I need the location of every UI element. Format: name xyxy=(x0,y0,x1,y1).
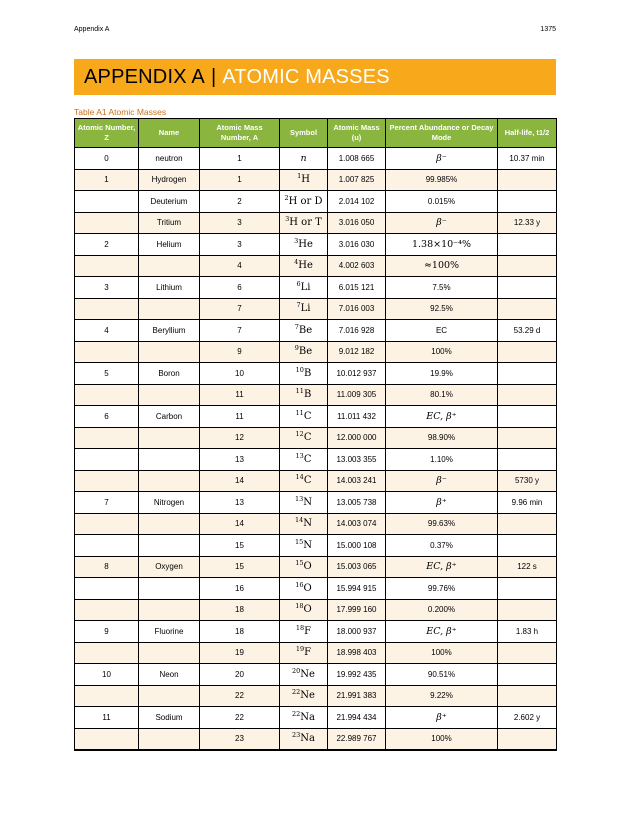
col-name-cell xyxy=(139,535,200,557)
col-atomic-mass-cell: 17.999 160 xyxy=(328,599,386,621)
col-atomic-number-cell: 7 xyxy=(75,492,139,514)
col-symbol-header: Symbol xyxy=(280,119,328,148)
table-row xyxy=(75,685,557,707)
atomic-masses-table xyxy=(74,118,557,751)
col-symbol-cell: $^{14}$N xyxy=(280,513,328,535)
table-caption: Table A1 Atomic Masses xyxy=(74,107,167,117)
col-mass-number-cell: 1 xyxy=(200,148,280,170)
col-mass-number-cell: 16 xyxy=(200,578,280,600)
col-mass-number-cell: 12 xyxy=(200,427,280,449)
col-atomic-mass-cell: 19.992 435 xyxy=(328,664,386,686)
table-row xyxy=(75,363,557,385)
col-atomic-mass-cell: 3.016 030 xyxy=(328,234,386,256)
col-half-life-cell: 122 s xyxy=(498,556,557,578)
col-abundance-cell: 100% xyxy=(386,728,498,750)
col-symbol-cell: $^4$He xyxy=(280,255,328,277)
table-row xyxy=(75,148,557,170)
col-atomic-mass-cell: 10.012 937 xyxy=(328,363,386,385)
page-header-left: Appendix A xyxy=(74,26,110,33)
banner-separator: | xyxy=(210,65,217,88)
col-atomic-mass-cell: 13.005 738 xyxy=(328,492,386,514)
col-abundance-cell: EC, β⁺ xyxy=(386,406,498,428)
col-atomic-number-cell: 2 xyxy=(75,234,139,256)
col-half-life-cell xyxy=(498,169,557,191)
col-atomic-number-cell xyxy=(75,642,139,664)
col-atomic-number-cell: 1 xyxy=(75,169,139,191)
col-atomic-number-cell xyxy=(75,298,139,320)
col-symbol-cell: $^{10}$B xyxy=(280,363,328,385)
table-row xyxy=(75,298,557,320)
col-symbol-cell: $^9$Be xyxy=(280,341,328,363)
table-row xyxy=(75,556,557,578)
col-name-cell xyxy=(139,685,200,707)
appendix-banner xyxy=(74,59,556,95)
col-atomic-number-cell xyxy=(75,599,139,621)
col-half-life-cell xyxy=(498,685,557,707)
col-half-life-cell: 12.33 y xyxy=(498,212,557,234)
col-symbol-cell: $^2$H or D xyxy=(280,191,328,213)
col-atomic-mass-cell: 15.003 065 xyxy=(328,556,386,578)
col-symbol-cell: $^{19}$F xyxy=(280,642,328,664)
col-mass-number-cell: 3 xyxy=(200,212,280,234)
col-name-cell: Oxygen xyxy=(139,556,200,578)
col-symbol-cell: $^{20}$Ne xyxy=(280,664,328,686)
col-abundance-cell: β⁺ xyxy=(386,707,498,729)
col-symbol-cell: $^{18}$O xyxy=(280,599,328,621)
col-atomic-mass-cell: 7.016 003 xyxy=(328,298,386,320)
col-mass-number-cell: 14 xyxy=(200,470,280,492)
col-half-life-cell xyxy=(498,642,557,664)
col-abundance-cell: EC, β⁺ xyxy=(386,621,498,643)
col-name-cell xyxy=(139,341,200,363)
table-row xyxy=(75,341,557,363)
col-atomic-mass-cell: 9.012 182 xyxy=(328,341,386,363)
col-mass-number-cell: 23 xyxy=(200,728,280,750)
table-row xyxy=(75,578,557,600)
col-atomic-mass-cell: 13.003 355 xyxy=(328,449,386,471)
col-abundance-cell: 99.63% xyxy=(386,513,498,535)
col-mass-number-cell: 20 xyxy=(200,664,280,686)
col-atomic-mass-cell: 11.009 305 xyxy=(328,384,386,406)
table-row xyxy=(75,427,557,449)
table-row xyxy=(75,320,557,342)
col-mass-number-cell: 11 xyxy=(200,406,280,428)
col-symbol-cell: $^3$He xyxy=(280,234,328,256)
col-name-cell xyxy=(139,642,200,664)
col-abundance-cell: 0.015% xyxy=(386,191,498,213)
col-atomic-mass-cell: 12.000 000 xyxy=(328,427,386,449)
col-atomic-mass-cell: 22.989 767 xyxy=(328,728,386,750)
col-symbol-cell: $^{15}$O xyxy=(280,556,328,578)
col-half-life-cell xyxy=(498,384,557,406)
col-abundance-header: Percent Abundance or Decay Mode xyxy=(386,119,498,148)
col-symbol-cell: n xyxy=(280,148,328,170)
col-name-cell xyxy=(139,513,200,535)
col-name-cell: Lithium xyxy=(139,277,200,299)
col-atomic-number-cell xyxy=(75,191,139,213)
banner-title: ATOMIC MASSES xyxy=(222,65,390,88)
col-symbol-cell: $^{11}$C xyxy=(280,406,328,428)
col-name-cell xyxy=(139,449,200,471)
col-symbol-cell: $^{22}$Ne xyxy=(280,685,328,707)
col-mass-number-cell: 13 xyxy=(200,492,280,514)
col-abundance-cell: 1.38×10⁻⁴% xyxy=(386,234,498,256)
col-symbol-cell: $^{13}$C xyxy=(280,449,328,471)
col-mass-number-cell: 7 xyxy=(200,320,280,342)
col-name-cell xyxy=(139,470,200,492)
col-name-header: Name xyxy=(139,119,200,148)
col-half-life-cell xyxy=(498,341,557,363)
col-atomic-number-cell: 11 xyxy=(75,707,139,729)
col-mass-number-cell: 18 xyxy=(200,599,280,621)
col-atomic-number-cell: 9 xyxy=(75,621,139,643)
col-abundance-cell: 9.22% xyxy=(386,685,498,707)
col-atomic-mass-cell: 15.994 915 xyxy=(328,578,386,600)
col-symbol-cell: $^{12}$C xyxy=(280,427,328,449)
col-atomic-mass-cell: 18.998 403 xyxy=(328,642,386,664)
col-half-life-cell: 10.37 min xyxy=(498,148,557,170)
col-symbol-cell: $^6$Li xyxy=(280,277,328,299)
table-row xyxy=(75,234,557,256)
col-half-life-cell xyxy=(498,191,557,213)
col-name-cell: Deuterium xyxy=(139,191,200,213)
col-half-life-cell: 9.96 min xyxy=(498,492,557,514)
table-row xyxy=(75,642,557,664)
col-abundance-cell: β⁺ xyxy=(386,492,498,514)
col-name-cell xyxy=(139,599,200,621)
col-half-life-cell xyxy=(498,234,557,256)
col-symbol-cell: $^{16}$O xyxy=(280,578,328,600)
col-atomic-number-header: Atomic Number, Z xyxy=(75,119,139,148)
col-half-life-cell xyxy=(498,578,557,600)
col-mass-number-cell: 2 xyxy=(200,191,280,213)
col-name-cell: Boron xyxy=(139,363,200,385)
table-row xyxy=(75,535,557,557)
col-mass-number-cell: 14 xyxy=(200,513,280,535)
col-atomic-number-cell: 0 xyxy=(75,148,139,170)
col-half-life-cell xyxy=(498,427,557,449)
col-abundance-cell: 99.985% xyxy=(386,169,498,191)
col-abundance-cell: 80.1% xyxy=(386,384,498,406)
col-name-cell: neutron xyxy=(139,148,200,170)
col-name-cell: Hydrogen xyxy=(139,169,200,191)
col-abundance-cell: β⁻ xyxy=(386,148,498,170)
col-name-cell: Helium xyxy=(139,234,200,256)
col-atomic-number-cell xyxy=(75,341,139,363)
col-atomic-number-cell xyxy=(75,470,139,492)
col-name-cell: Beryllium xyxy=(139,320,200,342)
col-symbol-cell: $^{15}$N xyxy=(280,535,328,557)
col-abundance-cell: ≈100% xyxy=(386,255,498,277)
col-atomic-mass-cell: 1.008 665 xyxy=(328,148,386,170)
col-half-life-cell: 5730 y xyxy=(498,470,557,492)
table-header-row xyxy=(75,119,557,148)
col-atomic-number-cell: 6 xyxy=(75,406,139,428)
col-half-life-cell xyxy=(498,406,557,428)
table-row xyxy=(75,449,557,471)
col-half-life-cell xyxy=(498,449,557,471)
page-header xyxy=(74,26,556,38)
col-name-cell xyxy=(139,255,200,277)
col-abundance-cell: 19.9% xyxy=(386,363,498,385)
col-half-life-cell xyxy=(498,363,557,385)
col-mass-number-cell: 22 xyxy=(200,707,280,729)
col-mass-number-header: Atomic Mass Number, A xyxy=(200,119,280,148)
col-mass-number-cell: 6 xyxy=(200,277,280,299)
col-mass-number-cell: 15 xyxy=(200,535,280,557)
col-mass-number-cell: 13 xyxy=(200,449,280,471)
table-row xyxy=(75,707,557,729)
col-abundance-cell: 92.5% xyxy=(386,298,498,320)
col-symbol-cell: $^1$H xyxy=(280,169,328,191)
col-mass-number-cell: 9 xyxy=(200,341,280,363)
col-abundance-cell: β⁻ xyxy=(386,212,498,234)
table-row xyxy=(75,664,557,686)
col-name-cell xyxy=(139,427,200,449)
col-atomic-number-cell: 10 xyxy=(75,664,139,686)
col-half-life-cell xyxy=(498,599,557,621)
col-atomic-mass-cell: 18.000 937 xyxy=(328,621,386,643)
col-name-cell xyxy=(139,578,200,600)
col-atomic-mass-cell: 14.003 241 xyxy=(328,470,386,492)
col-mass-number-cell: 4 xyxy=(200,255,280,277)
col-atomic-number-cell: 8 xyxy=(75,556,139,578)
col-atomic-number-cell xyxy=(75,449,139,471)
col-mass-number-cell: 19 xyxy=(200,642,280,664)
col-abundance-cell: 90.51% xyxy=(386,664,498,686)
col-mass-number-cell: 7 xyxy=(200,298,280,320)
table-row xyxy=(75,470,557,492)
col-half-life-cell xyxy=(498,255,557,277)
col-abundance-cell: 0.37% xyxy=(386,535,498,557)
col-atomic-mass-cell: 4.002 603 xyxy=(328,255,386,277)
table-row xyxy=(75,513,557,535)
col-name-cell: Carbon xyxy=(139,406,200,428)
col-abundance-cell: 1.10% xyxy=(386,449,498,471)
col-name-cell xyxy=(139,298,200,320)
col-mass-number-cell: 10 xyxy=(200,363,280,385)
col-atomic-mass-cell: 21.994 434 xyxy=(328,707,386,729)
col-atomic-number-cell xyxy=(75,578,139,600)
col-symbol-cell: $^{18}$F xyxy=(280,621,328,643)
col-mass-number-cell: 15 xyxy=(200,556,280,578)
table-row xyxy=(75,728,557,750)
col-abundance-cell: 7.5% xyxy=(386,277,498,299)
col-atomic-mass-cell: 11.011 432 xyxy=(328,406,386,428)
col-symbol-cell: $^{13}$N xyxy=(280,492,328,514)
col-atomic-number-cell xyxy=(75,685,139,707)
col-abundance-cell: 98.90% xyxy=(386,427,498,449)
table-row xyxy=(75,599,557,621)
col-half-life-cell xyxy=(498,728,557,750)
col-atomic-number-cell xyxy=(75,212,139,234)
col-mass-number-cell: 11 xyxy=(200,384,280,406)
col-abundance-cell: 0.200% xyxy=(386,599,498,621)
table-row xyxy=(75,212,557,234)
col-half-life-cell xyxy=(498,664,557,686)
table-row xyxy=(75,492,557,514)
col-abundance-cell: 100% xyxy=(386,341,498,363)
col-atomic-number-cell xyxy=(75,384,139,406)
col-abundance-cell: EC xyxy=(386,320,498,342)
col-atomic-mass-cell: 6.015 121 xyxy=(328,277,386,299)
table-row xyxy=(75,277,557,299)
col-atomic-mass-cell: 15.000 108 xyxy=(328,535,386,557)
col-half-life-cell: 53.29 d xyxy=(498,320,557,342)
col-name-cell xyxy=(139,384,200,406)
col-name-cell: Nitrogen xyxy=(139,492,200,514)
col-atomic-number-cell xyxy=(75,728,139,750)
col-atomic-number-cell xyxy=(75,535,139,557)
col-half-life-cell: 1.83 h xyxy=(498,621,557,643)
table-row xyxy=(75,255,557,277)
col-symbol-cell: $^{14}$C xyxy=(280,470,328,492)
col-symbol-cell: $^3$H or T xyxy=(280,212,328,234)
table-row xyxy=(75,191,557,213)
col-mass-number-cell: 3 xyxy=(200,234,280,256)
col-atomic-mass-cell: 14.003 074 xyxy=(328,513,386,535)
page-number: 1375 xyxy=(540,26,556,33)
col-atomic-number-cell: 4 xyxy=(75,320,139,342)
col-atomic-mass-cell: 7.016 928 xyxy=(328,320,386,342)
table-row xyxy=(75,621,557,643)
col-half-life-cell xyxy=(498,298,557,320)
col-half-life-cell xyxy=(498,535,557,557)
col-half-life-cell: 2.602 y xyxy=(498,707,557,729)
col-half-life-cell xyxy=(498,513,557,535)
col-mass-number-cell: 18 xyxy=(200,621,280,643)
col-mass-number-cell: 1 xyxy=(200,169,280,191)
table-row xyxy=(75,406,557,428)
col-abundance-cell: EC, β⁺ xyxy=(386,556,498,578)
col-half-life-cell xyxy=(498,277,557,299)
col-abundance-cell: 99.76% xyxy=(386,578,498,600)
col-atomic-number-cell: 3 xyxy=(75,277,139,299)
col-atomic-mass-cell: 2.014 102 xyxy=(328,191,386,213)
col-symbol-cell: $^7$Be xyxy=(280,320,328,342)
col-half-life-header: Half-life, t1/2 xyxy=(498,119,557,148)
col-atomic-mass-cell: 1.007 825 xyxy=(328,169,386,191)
col-atomic-mass-cell: 3.016 050 xyxy=(328,212,386,234)
col-atomic-number-cell xyxy=(75,513,139,535)
col-symbol-cell: $^{22}$Na xyxy=(280,707,328,729)
col-mass-number-cell: 22 xyxy=(200,685,280,707)
col-abundance-cell: β⁻ xyxy=(386,470,498,492)
col-name-cell: Fluorine xyxy=(139,621,200,643)
col-name-cell xyxy=(139,728,200,750)
col-abundance-cell: 100% xyxy=(386,642,498,664)
col-atomic-number-cell: 5 xyxy=(75,363,139,385)
col-atomic-mass-cell: 21.991 383 xyxy=(328,685,386,707)
col-symbol-cell: $^{11}$B xyxy=(280,384,328,406)
col-symbol-cell: $^{23}$Na xyxy=(280,728,328,750)
table-row xyxy=(75,384,557,406)
col-atomic-mass-header: Atomic Mass (u) xyxy=(328,119,386,148)
col-symbol-cell: $^7$Li xyxy=(280,298,328,320)
col-name-cell: Neon xyxy=(139,664,200,686)
col-name-cell: Sodium xyxy=(139,707,200,729)
col-name-cell: Tritium xyxy=(139,212,200,234)
table-row xyxy=(75,169,557,191)
col-atomic-number-cell xyxy=(75,427,139,449)
banner-prefix: APPENDIX A xyxy=(84,65,205,88)
col-atomic-number-cell xyxy=(75,255,139,277)
